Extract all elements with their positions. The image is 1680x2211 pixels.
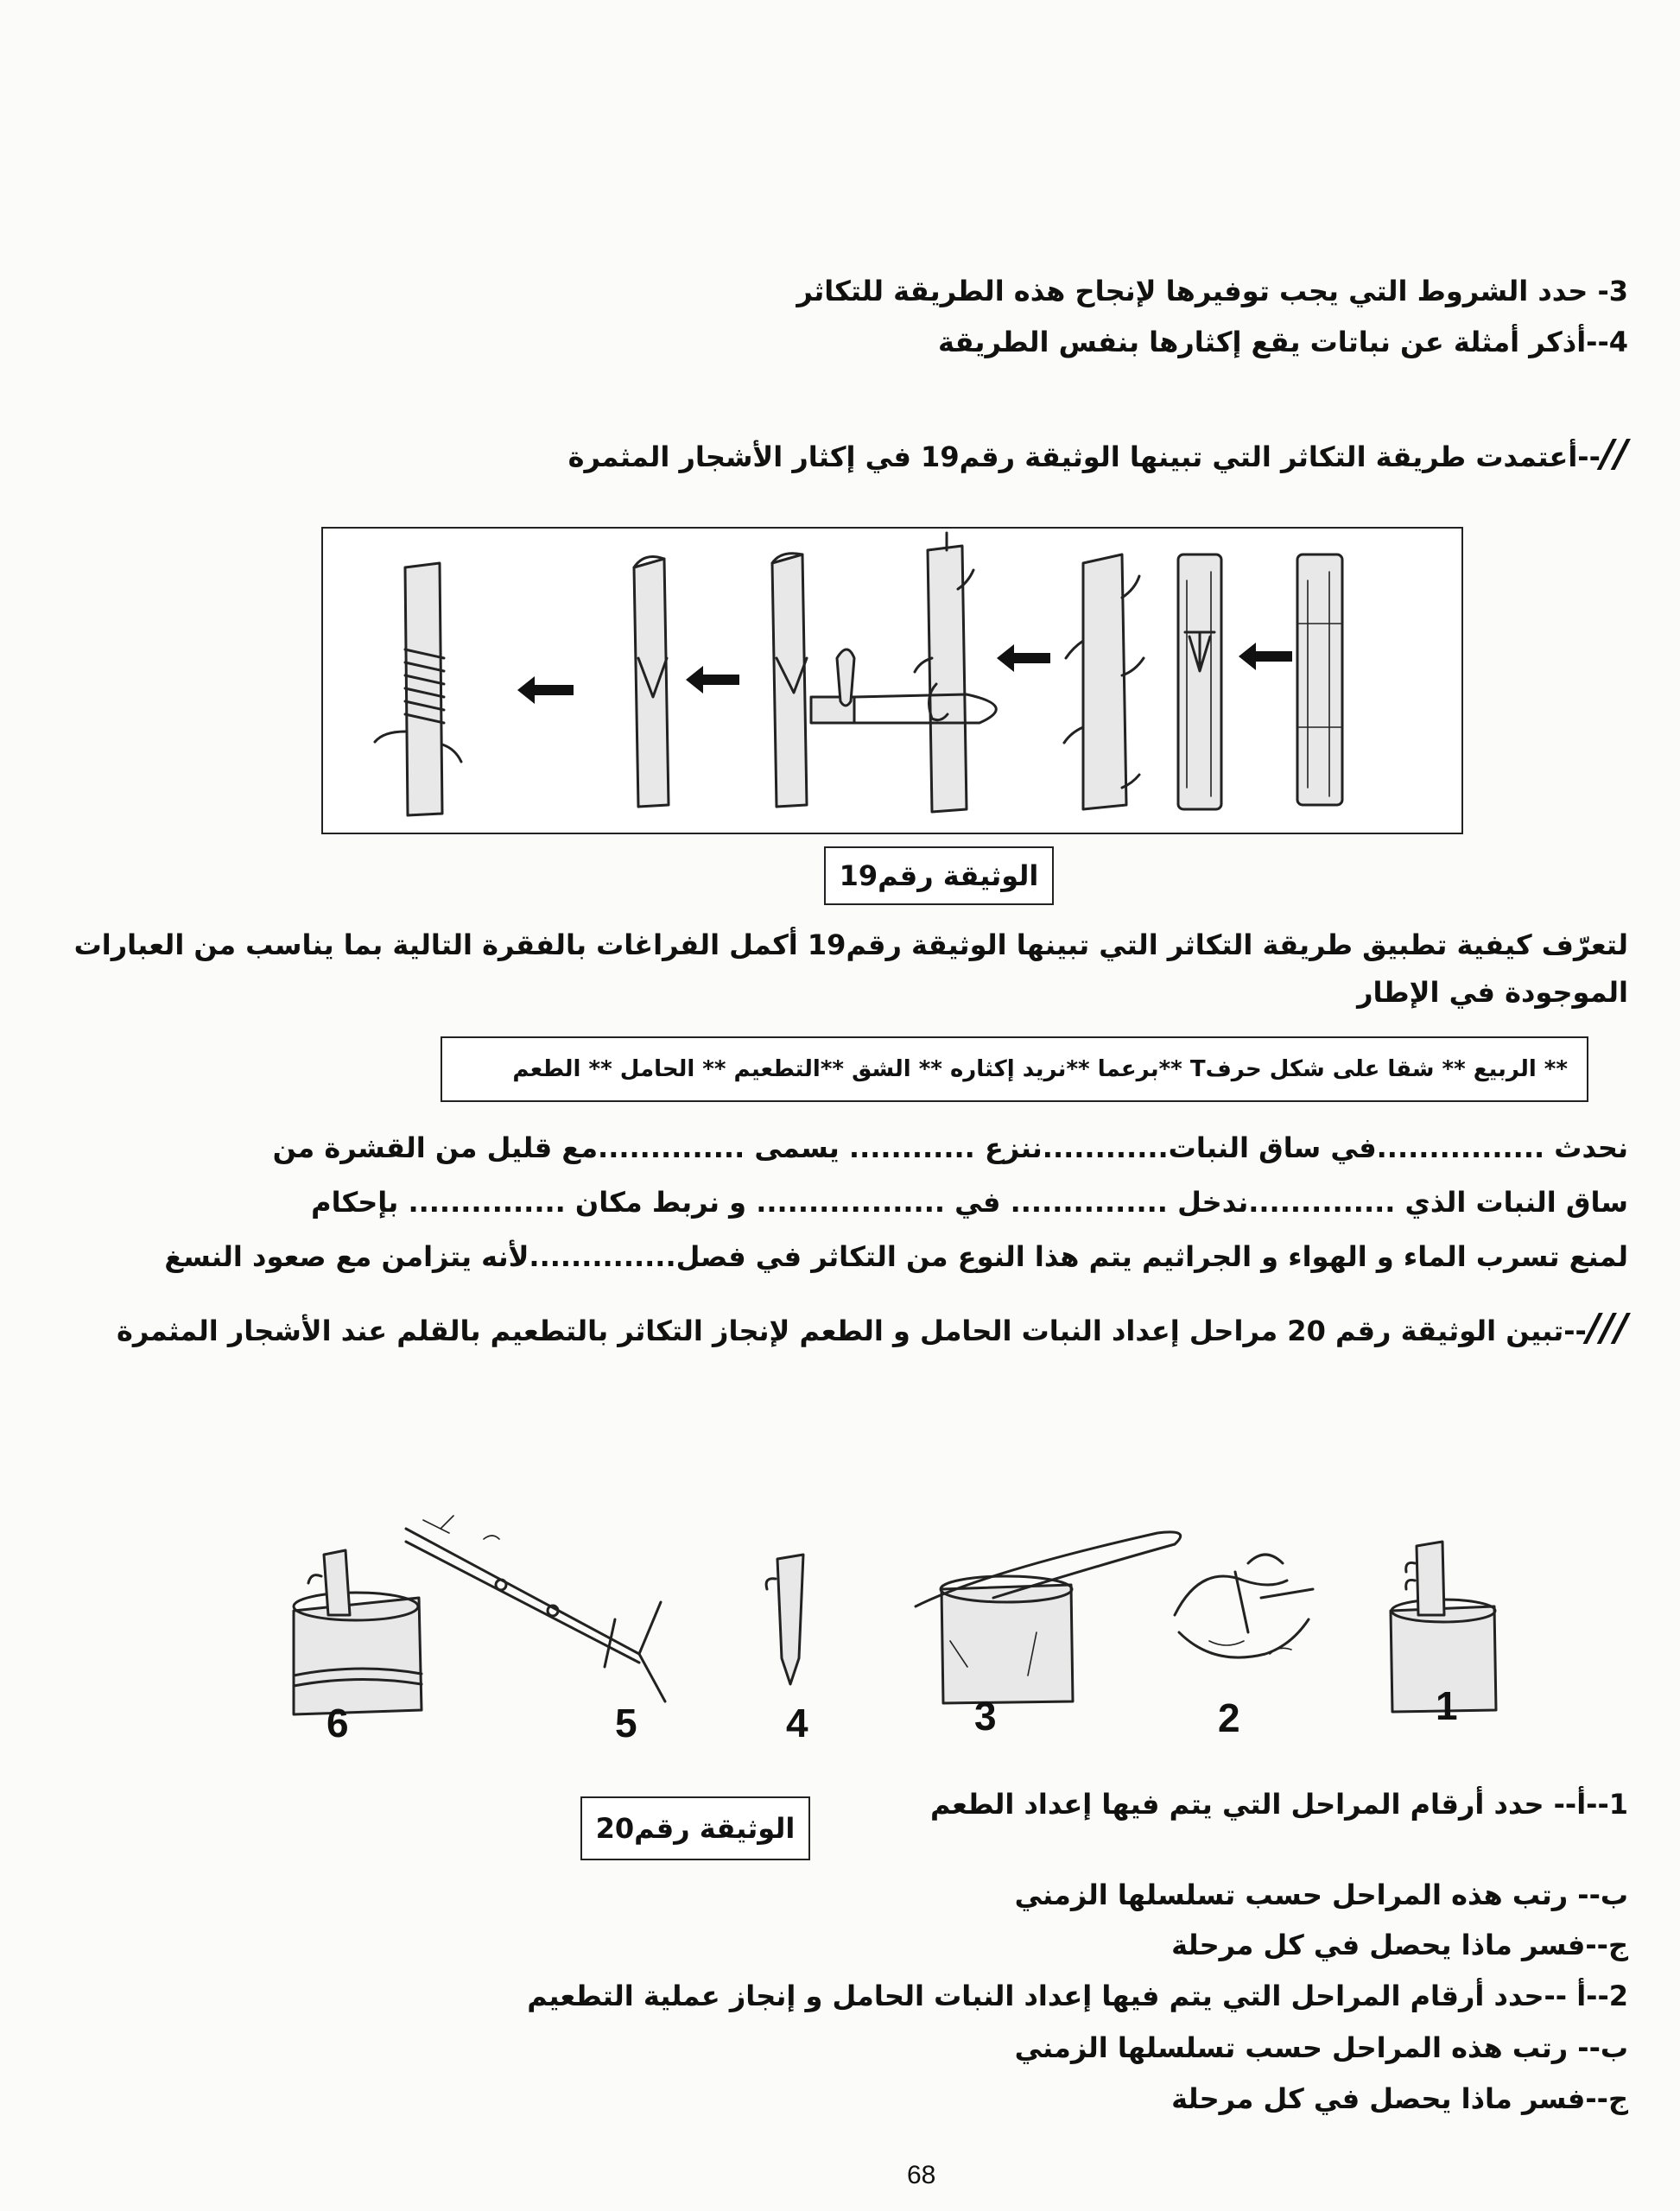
fill-line-3: لمنع تسرب الماء و الهواء و الجراثيم يتم هذا النوع من التكاثر في فصل..............لأنه يتزامن مع صعود النسغ [164,1240,1628,1273]
stage-number-4: 4 [786,1701,808,1745]
arrow-4 [517,676,574,704]
stem-stage-6 [772,554,807,807]
question-2a: 2--أ --حدد أرقام المراحل التي يتم فيها إعداد النبات الحامل و إنجاز عملية التطعيم [527,1980,1628,2012]
question-1b: ب-- رتب هذه المراحل حسب تسلسلها الزمني [1014,1878,1628,1911]
word-bank-text: ** الربيع ** شقا على شكل حرفT **برعما **نريد إكثاره ** الشق **التطعيم ** الحامل ** الطعم [512,1056,1568,1082]
cleft-grafting-illustration [276,1468,1537,1736]
fill-line-1: نحدث ................في ساق النبات............ننزع ............ يسمى ..............مع قليل من القشرة من [272,1131,1628,1164]
question-1c: ج--فسر ماذا يحصل في كل مرحلة [1171,1929,1628,1961]
stage-6-drawing [294,1550,422,1714]
instruction-line-2: الموجودة في الإطار [1357,976,1628,1009]
stage-number-6: 6 [326,1701,349,1745]
stage-4-drawing [766,1555,803,1684]
section2-heading-row [52,432,1628,476]
stage-3-drawing [916,1532,1181,1703]
section3-marker: /// [1586,1306,1628,1350]
arrow-2 [997,644,1050,672]
question-4: 4--أذكر أمثلة عن نباتات يقع إكثارها بنفس الطريقة [937,326,1628,358]
doc19-figure [321,527,1463,834]
stage-number-3: 3 [974,1694,997,1739]
bud-shield [837,649,854,706]
arrow-1 [1239,643,1292,670]
arrow-3 [686,666,739,694]
doc20-caption: الوثيقة رقم20 [580,1796,810,1860]
stem-stage-8 [375,563,461,815]
section2-marker: // [1600,432,1628,476]
instruction-line-1: لتعرّف كيفية تطبيق طريقة التكاثر التي تبينها الوثيقة رقم19 أكمل الفراغات بالفقرة التالية بما يناسب من العبارات [73,928,1628,961]
t-budding-illustration [323,529,1461,833]
section3-heading-row [116,1306,1628,1350]
stem-stage-3 [1064,554,1144,809]
stage-number-1: 1 [1436,1683,1458,1728]
stage-5-drawing [406,1516,665,1701]
question-3: 3- حدد الشروط التي يجب توفيرها لإنجاح هذه الطريقة للتكاثر [796,275,1628,307]
stem-stage-7 [634,557,669,807]
question-1a: 1--أ-- حدد أرقام المراحل التي يتم فيها إعداد الطعم [930,1788,1628,1821]
question-2c: ج--فسر ماذا يحصل في كل مرحلة [1171,2082,1628,2115]
stem-stage-1 [1297,529,1461,805]
fill-line-2: ساق النبات الذي ..............ندخل ............... في .................. و نربط مكان ............... بإحكام [311,1186,1628,1219]
section3-heading: --تبين الوثيقة رقم 20 مراحل إعداد النبات الحامل و الطعم لإنجاز التكاثر بالتطعيم بالقلم عند الأشجار المثمرة [116,1315,1587,1347]
page-number: 68 [907,2161,936,2189]
stage-2-drawing [1175,1555,1313,1657]
section2-heading: --أعتمدت طريقة التكاثر التي تبينها الوثيقة رقم19 في إكثار الأشجار المثمرة [567,440,1601,473]
question-2b: ب-- رتب هذه المراحل حسب تسلسلها الزمني [1014,2031,1628,2064]
stage-number-2: 2 [1218,1695,1240,1740]
stage-number-5: 5 [615,1701,637,1745]
doc19-caption: الوثيقة رقم19 [824,846,1054,905]
word-bank-box [441,1036,1588,1102]
stem-stage-2 [1178,554,1221,809]
